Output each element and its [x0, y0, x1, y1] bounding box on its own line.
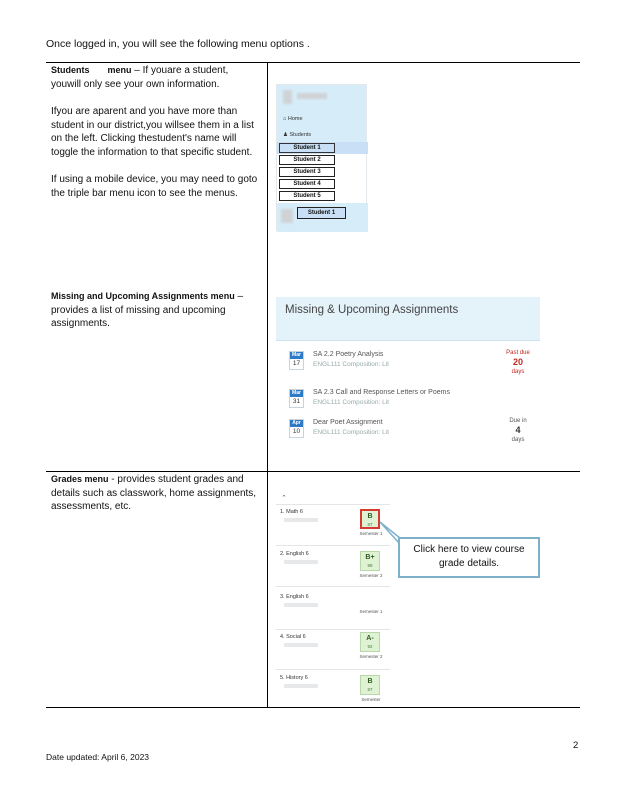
- grade-badge[interactable]: [360, 632, 380, 652]
- student-item-1[interactable]: Student 1: [279, 143, 335, 153]
- due-label: Past due: [506, 350, 530, 356]
- footer-date: Date updated: April 6, 2023: [46, 752, 150, 762]
- missing-header: Missing and Upcoming Assignments menu: [51, 291, 235, 301]
- date-month: Apr: [290, 420, 303, 427]
- semester-label: Semester 2: [359, 573, 383, 578]
- course-name[interactable]: 1. Math 6: [280, 509, 303, 515]
- course-name[interactable]: 2. English 6: [280, 551, 309, 557]
- date-month: Mar: [290, 390, 303, 397]
- divider: [276, 586, 390, 587]
- divider: [276, 669, 390, 670]
- students-panel-menu: [277, 111, 311, 143]
- student-avatar: [281, 209, 293, 223]
- divider: [276, 504, 390, 505]
- grades-header: Grades menu: [51, 474, 109, 484]
- grade-badge[interactable]: [360, 675, 380, 695]
- students-header: Students: [51, 65, 90, 75]
- date-day: 17: [292, 360, 301, 367]
- missing-panel-title: Missing & Upcoming Assignments: [276, 297, 540, 341]
- grade-percent: 92: [367, 644, 373, 649]
- students-header-menu: menu: [107, 65, 132, 75]
- divider: [276, 629, 390, 630]
- menu-students-label: Students: [289, 132, 312, 138]
- grade-percent: 87: [367, 522, 373, 527]
- grades-rest: - provides student grades and details such as classwork, home assignments, assessments, etc.: [51, 474, 257, 512]
- due-number: 20: [512, 357, 523, 367]
- student-item-4[interactable]: Student 4: [279, 179, 335, 189]
- grade-percent: 87: [367, 687, 373, 692]
- grades-description: [51, 473, 261, 522]
- table-row-rule: [46, 471, 580, 472]
- page-number: 2: [573, 740, 579, 751]
- course-teacher-blur: [284, 643, 318, 647]
- intro-text: Once logged in, you will see the following menu options .: [46, 38, 310, 50]
- grade-percent: 88: [367, 563, 373, 568]
- semester-label: Semester 1: [359, 609, 383, 614]
- menu-home-label: Home: [287, 116, 303, 122]
- students-description: [51, 64, 261, 208]
- course-teacher-blur: [284, 560, 318, 564]
- grades-panel: [276, 494, 390, 704]
- students-p1: – If youare a student, youwill only see your own information.: [51, 65, 229, 90]
- due-unit: days: [511, 437, 525, 443]
- semester-label: Semester: [361, 697, 381, 702]
- date-month: Mar: [290, 352, 303, 359]
- table-column-rule: [267, 62, 268, 707]
- course-teacher-blur: [284, 518, 318, 522]
- due-status: [500, 349, 536, 376]
- grade-letter: B: [367, 513, 373, 520]
- assignment-title[interactable]: Dear Poet Assignment: [313, 419, 383, 426]
- semester-label: Semester 1: [359, 531, 383, 536]
- grade-letter: B: [367, 678, 373, 685]
- menu-item-students[interactable]: ♟ Students: [283, 132, 312, 138]
- table-bottom-rule: [46, 707, 580, 708]
- date-badge: [289, 419, 304, 438]
- students-panel: [276, 84, 367, 231]
- student-item-2[interactable]: Student 2: [279, 155, 335, 165]
- course-name[interactable]: 5. History 6: [280, 675, 308, 681]
- username-blur: [297, 93, 327, 99]
- due-status: [500, 417, 536, 444]
- grade-badge[interactable]: [360, 509, 380, 529]
- due-label: Due in: [509, 418, 527, 424]
- student-item-5[interactable]: Student 5: [279, 191, 335, 201]
- date-day: 10: [292, 428, 301, 435]
- course-teacher-blur: [284, 603, 318, 607]
- chevron-up-icon[interactable]: ⌃: [281, 495, 287, 502]
- semester-label: Semester 2: [359, 654, 383, 659]
- assignment-title[interactable]: SA 2.3 Call and Response Letters or Poems: [313, 389, 450, 396]
- missing-description: [51, 290, 261, 339]
- menu-item-home[interactable]: ⌂ Home: [283, 116, 303, 122]
- grade-badge[interactable]: [360, 551, 380, 571]
- missing-upcoming-panel: [276, 297, 540, 455]
- date-day: 31: [292, 398, 301, 405]
- date-badge: [289, 351, 304, 370]
- students-p2: Ifyou are aparent and you have more than student in our district,you willsee them in a list on the left. Clicking thestudent's name will toggle the information to that specific student.: [51, 106, 254, 158]
- table-top-rule: [46, 62, 580, 63]
- due-number: 4: [515, 425, 521, 435]
- missing-rest: – provides a list of missing and upcoming assignments.: [51, 291, 244, 329]
- student-item-3[interactable]: Student 3: [279, 167, 335, 177]
- grade-letter: B+: [365, 554, 375, 561]
- grade-letter: A-: [366, 635, 374, 642]
- date-badge: [289, 389, 304, 408]
- assignment-course: ENGL111 Composition: Lit: [313, 429, 389, 436]
- course-teacher-blur: [284, 684, 318, 688]
- assignment-row[interactable]: [276, 419, 540, 451]
- selected-student-bar: [277, 203, 368, 232]
- assignment-course: ENGL111 Composition: Lit: [313, 399, 389, 406]
- course-name[interactable]: 3. English 6: [280, 594, 309, 600]
- assignment-row[interactable]: [276, 351, 540, 383]
- avatar: [283, 90, 292, 104]
- course-name[interactable]: 4. Social 6: [280, 634, 306, 640]
- assignment-course: ENGL111 Composition: Lit: [313, 361, 389, 368]
- students-p3: If using a mobile device, you may need to goto the triple bar menu icon to see the menus.: [51, 174, 258, 199]
- assignment-title[interactable]: SA 2.2 Poetry Analysis: [313, 351, 384, 358]
- due-unit: days: [511, 369, 525, 375]
- divider: [276, 545, 390, 546]
- selected-student-button[interactable]: Student 1: [297, 207, 346, 219]
- callout-box: Click here to view course grade details.: [398, 537, 540, 578]
